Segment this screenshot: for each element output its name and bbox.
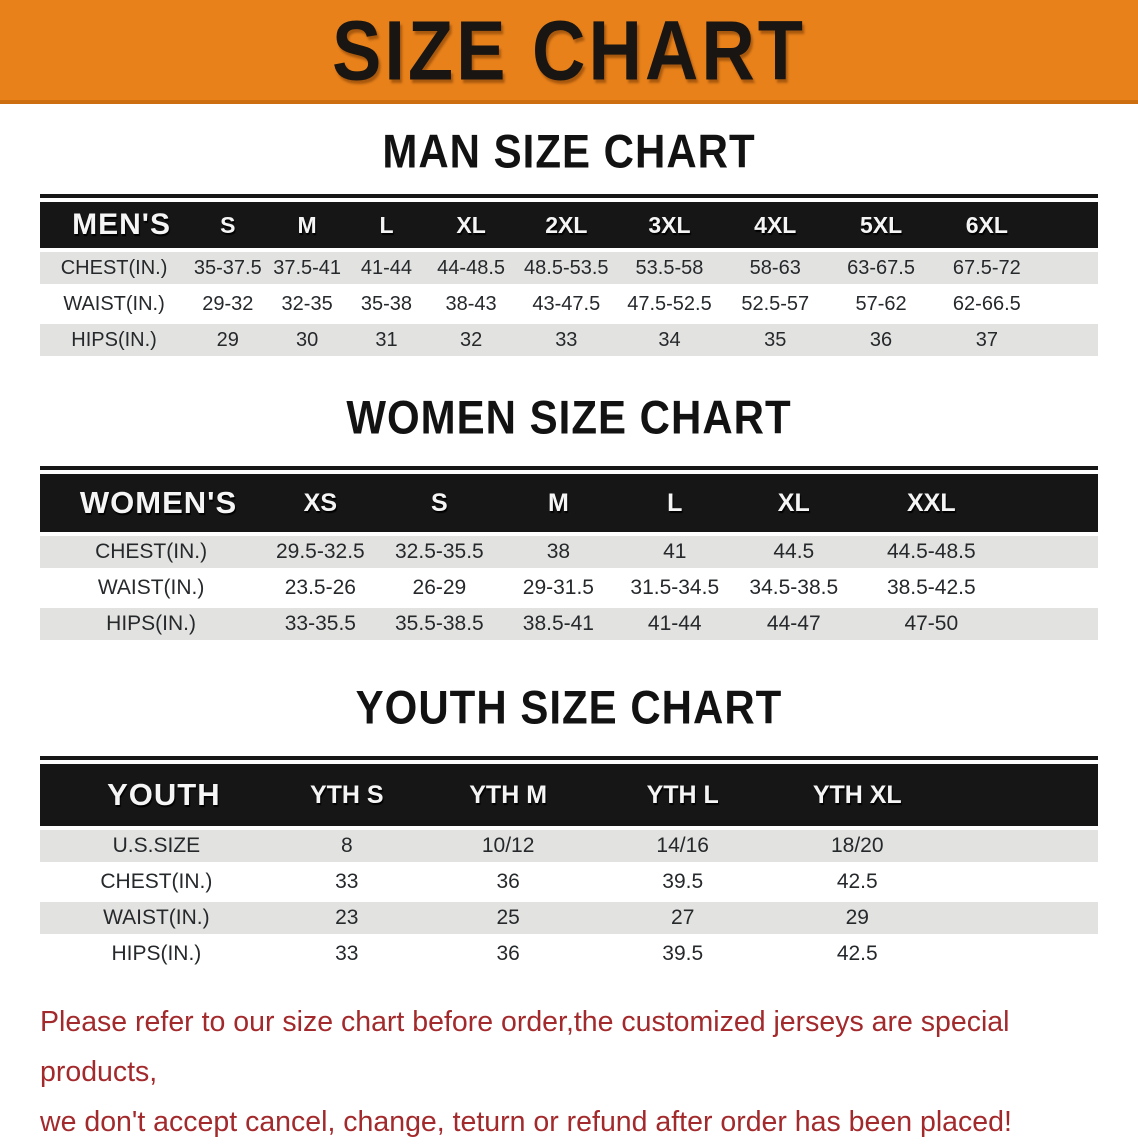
- table-cell: 38.5-41: [500, 608, 616, 640]
- size-col-header: YTH M: [421, 764, 596, 826]
- size-col-header: XS: [262, 474, 378, 532]
- table-cell: 23: [273, 902, 421, 934]
- size-col-header: 2XL: [516, 202, 617, 248]
- table-cell: 48.5-53.5: [516, 252, 617, 284]
- youth-ussize-row: [40, 830, 1098, 862]
- table-cell: 47-50: [855, 608, 1008, 640]
- table-cell: 33-35.5: [262, 608, 378, 640]
- table-cell: 33: [516, 324, 617, 356]
- women-section-heading: WOMEN SIZE CHART: [346, 391, 792, 444]
- youth-hips-row: [40, 938, 1098, 970]
- table-cell: 32.5-35.5: [379, 536, 501, 568]
- table-cell: 58-63: [722, 252, 828, 284]
- womens-chest-row: [40, 536, 1098, 568]
- size-chart-banner: [0, 0, 1138, 104]
- table-cell: 63-67.5: [828, 252, 934, 284]
- order-policy-note: [40, 998, 1098, 1148]
- table-cell: 41-44: [347, 252, 426, 284]
- row-label: WAIST(IN.): [40, 572, 262, 604]
- row-label: CHEST(IN.): [40, 866, 273, 898]
- table-cell: 30: [267, 324, 346, 356]
- table-cell: 47.5-52.5: [617, 288, 723, 320]
- table-cell: 37: [934, 324, 1040, 356]
- spacer-cell: [945, 830, 1098, 862]
- spacer-cell: [1040, 288, 1098, 320]
- banner-title: SIZE CHART: [332, 2, 806, 98]
- table-cell: 35-38: [347, 288, 426, 320]
- spacer-cell: [1008, 572, 1098, 604]
- size-col-header: 5XL: [828, 202, 934, 248]
- table-cell: 44-48.5: [426, 252, 516, 284]
- spacer-cell: [945, 866, 1098, 898]
- table-cell: 32-35: [267, 288, 346, 320]
- size-col-header: 3XL: [617, 202, 723, 248]
- row-label: CHEST(IN.): [40, 536, 262, 568]
- row-label: U.S.SIZE: [40, 830, 273, 862]
- table-cell: 27: [595, 902, 770, 934]
- table-cell: 44-47: [733, 608, 855, 640]
- spacer-cell: [945, 764, 1098, 826]
- table-cell: 38.5-42.5: [855, 572, 1008, 604]
- youth-chest-row: [40, 866, 1098, 898]
- youth-section-heading: YOUTH SIZE CHART: [355, 681, 783, 734]
- mens-table-title: MEN'S: [40, 202, 188, 248]
- table-cell: 39.5: [595, 866, 770, 898]
- table-cell: 36: [421, 866, 596, 898]
- table-cell: 25: [421, 902, 596, 934]
- womens-table-title: WOMEN'S: [40, 474, 262, 532]
- youth-table-title: YOUTH: [40, 764, 273, 826]
- man-section-heading: MAN SIZE CHART: [382, 125, 756, 178]
- table-cell: 10/12: [421, 830, 596, 862]
- spacer-cell: [1040, 202, 1098, 248]
- table-cell: 31.5-34.5: [617, 572, 733, 604]
- order-policy-note-line1: Please refer to our size chart before order,the customized jerseys are special products,: [40, 1006, 1010, 1088]
- mens-hips-row: [40, 324, 1098, 356]
- table-cell: 44.5-48.5: [855, 536, 1008, 568]
- order-policy-note-line2: we don't accept cancel, change, teturn or refund after order has been placed!: [40, 1105, 1012, 1138]
- size-col-header: 4XL: [722, 202, 828, 248]
- table-cell: 35.5-38.5: [379, 608, 501, 640]
- size-col-header: YTH S: [273, 764, 421, 826]
- spacer-cell: [1040, 324, 1098, 356]
- table-cell: 8: [273, 830, 421, 862]
- size-col-header: YTH L: [595, 764, 770, 826]
- table-cell: 53.5-58: [617, 252, 723, 284]
- table-cell: 26-29: [379, 572, 501, 604]
- womens-header-row: [40, 474, 1098, 532]
- table-cell: 33: [273, 866, 421, 898]
- size-col-header: YTH XL: [770, 764, 945, 826]
- table-cell: 43-47.5: [516, 288, 617, 320]
- row-label: WAIST(IN.): [40, 288, 188, 320]
- table-cell: 57-62: [828, 288, 934, 320]
- womens-hips-row: [40, 608, 1098, 640]
- table-cell: 36: [828, 324, 934, 356]
- youth-header-row: [40, 764, 1098, 826]
- table-cell: 42.5: [770, 938, 945, 970]
- table-cell: 18/20: [770, 830, 945, 862]
- womens-waist-row: [40, 572, 1098, 604]
- table-cell: 41-44: [617, 608, 733, 640]
- table-cell: 41: [617, 536, 733, 568]
- table-cell: 42.5: [770, 866, 945, 898]
- mens-header-row: [40, 202, 1098, 248]
- table-cell: 67.5-72: [934, 252, 1040, 284]
- table-cell: 62-66.5: [934, 288, 1040, 320]
- table-cell: 38-43: [426, 288, 516, 320]
- table-cell: 39.5: [595, 938, 770, 970]
- table-cell: 37.5-41: [267, 252, 346, 284]
- mens-size-table: [40, 194, 1098, 360]
- row-label: HIPS(IN.): [40, 324, 188, 356]
- table-cell: 29-31.5: [500, 572, 616, 604]
- table-cell: 36: [421, 938, 596, 970]
- spacer-cell: [1008, 608, 1098, 640]
- youth-waist-row: [40, 902, 1098, 934]
- table-cell: 52.5-57: [722, 288, 828, 320]
- size-col-header: S: [379, 474, 501, 532]
- table-cell: 34: [617, 324, 723, 356]
- table-cell: 35-37.5: [188, 252, 267, 284]
- spacer-cell: [945, 938, 1098, 970]
- size-col-header: M: [267, 202, 346, 248]
- spacer-cell: [1040, 252, 1098, 284]
- row-label: HIPS(IN.): [40, 608, 262, 640]
- table-cell: 29: [188, 324, 267, 356]
- table-cell: 38: [500, 536, 616, 568]
- table-cell: 35: [722, 324, 828, 356]
- mens-chest-row: [40, 252, 1098, 284]
- size-col-header: M: [500, 474, 616, 532]
- table-cell: 44.5: [733, 536, 855, 568]
- youth-size-table: [40, 756, 1098, 974]
- table-cell: 23.5-26: [262, 572, 378, 604]
- row-label: WAIST(IN.): [40, 902, 273, 934]
- womens-size-table: [40, 466, 1098, 644]
- row-label: CHEST(IN.): [40, 252, 188, 284]
- row-label: HIPS(IN.): [40, 938, 273, 970]
- table-cell: 31: [347, 324, 426, 356]
- size-col-header: S: [188, 202, 267, 248]
- mens-waist-row: [40, 288, 1098, 320]
- size-col-header: L: [347, 202, 426, 248]
- table-cell: 32: [426, 324, 516, 356]
- table-cell: 29: [770, 902, 945, 934]
- table-cell: 34.5-38.5: [733, 572, 855, 604]
- size-col-header: XL: [733, 474, 855, 532]
- size-col-header: 6XL: [934, 202, 1040, 248]
- table-cell: 14/16: [595, 830, 770, 862]
- table-cell: 29-32: [188, 288, 267, 320]
- spacer-cell: [1008, 536, 1098, 568]
- size-col-header: L: [617, 474, 733, 532]
- spacer-cell: [945, 902, 1098, 934]
- size-col-header: XL: [426, 202, 516, 248]
- table-cell: 33: [273, 938, 421, 970]
- table-cell: 29.5-32.5: [262, 536, 378, 568]
- spacer-cell: [1008, 474, 1098, 532]
- size-col-header: XXL: [855, 474, 1008, 532]
